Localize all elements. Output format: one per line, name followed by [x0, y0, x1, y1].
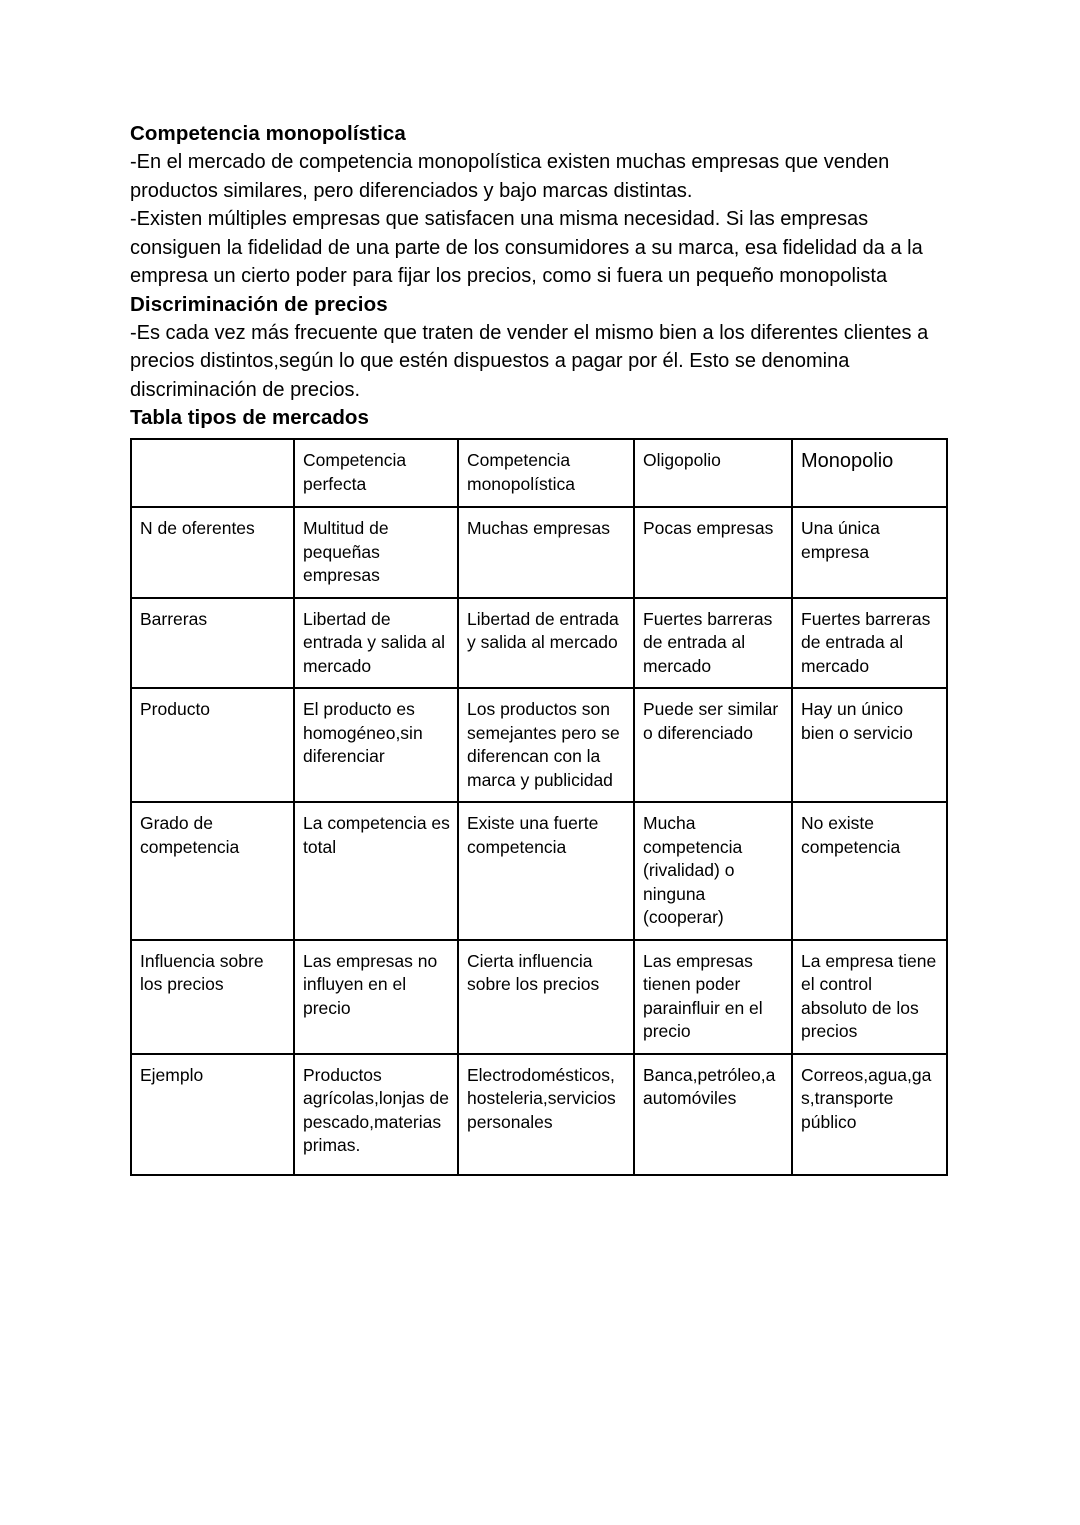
markets-table	[130, 438, 948, 1176]
cell-barreras-competencia-monopolistica: Libertad de entrada y salida al mercado	[458, 598, 634, 689]
paragraph-competencia-2: -Existen múltiples empresas que satisfacen una misma necesidad. Si las empresas consiguen la fidelidad de una parte de los consumidores a su marca, esa fidelidad da a la empresa un cierto poder para fijar los precios, como si fuera un pequeño monopolista	[130, 208, 923, 287]
cell-influencia-competencia-perfecta: Las empresas no influyen en el precio	[294, 940, 458, 1054]
table-row	[131, 940, 947, 1054]
table-header-corner	[131, 439, 294, 507]
document-content	[130, 120, 948, 1176]
row-label-producto: Producto	[131, 688, 294, 802]
table-row	[131, 802, 947, 940]
row-label-barreras: Barreras	[131, 598, 294, 689]
cell-n-de-oferentes-oligopolio: Pocas empresas	[634, 507, 792, 598]
cell-barreras-competencia-perfecta: Libertad de entrada y salida al mercado	[294, 598, 458, 689]
table-header-competencia-perfecta: Competencia perfecta	[294, 439, 458, 507]
table-header-oligopolio: Oligopolio	[634, 439, 792, 507]
cell-n-de-oferentes-competencia-perfecta: Multitud de pequeñas empresas	[294, 507, 458, 598]
paragraph-discriminacion-1: -Es cada vez más frecuente que traten de vender el mismo bien a los diferentes clientes a precios distintos,según lo que estén dispuestos a pagar por él. Esto se denomina discriminación de precios.	[130, 321, 929, 401]
cell-influencia-competencia-monopolistica: Cierta influencia sobre los precios	[458, 940, 634, 1054]
table-header-competencia-monopolistica: Competencia monopolística	[458, 439, 634, 507]
cell-producto-monopolio: Hay un único bien o servicio	[792, 688, 947, 802]
table-header-monopolio: Monopolio	[792, 439, 947, 507]
cell-ejemplo-competencia-monopolistica: Electrodomésticos, hosteleria,servicios personales	[458, 1054, 634, 1175]
cell-grado-de-competencia-competencia-perfecta: La competencia es total	[294, 802, 458, 940]
cell-grado-de-competencia-oligopolio: Mucha competencia (rivalidad) o ninguna (cooperar)	[634, 802, 792, 940]
table-row	[131, 598, 947, 689]
table-header-row	[131, 439, 947, 507]
cell-producto-competencia-perfecta: El producto es homogéneo,sin diferenciar	[294, 688, 458, 802]
cell-grado-de-competencia-monopolio: No existe competencia	[792, 802, 947, 940]
cell-ejemplo-monopolio: Correos,agua,gas,transporte público	[792, 1054, 947, 1175]
cell-producto-competencia-monopolistica: Los productos son semejantes pero se diferencan con la marca y publicidad	[458, 688, 634, 802]
heading-discriminacion-de-precios: Discriminación de precios	[130, 292, 388, 316]
row-label-grado-de-competencia: Grado de competencia	[131, 802, 294, 940]
cell-n-de-oferentes-competencia-monopolistica: Muchas empresas	[458, 507, 634, 598]
cell-grado-de-competencia-competencia-monopolistica: Existe una fuerte competencia	[458, 802, 634, 940]
cell-ejemplo-competencia-perfecta: Productos agrícolas,lonjas de pescado,materias primas.	[294, 1054, 458, 1175]
row-label-influencia-sobre-los-precios: Influencia sobre los precios	[131, 940, 294, 1054]
cell-influencia-oligopolio: Las empresas tienen poder parainfluir en el precio	[634, 940, 792, 1054]
cell-influencia-monopolio: La empresa tiene el control absoluto de los precios	[792, 940, 947, 1054]
table-row	[131, 507, 947, 598]
cell-n-de-oferentes-monopolio: Una única empresa	[792, 507, 947, 598]
table-row	[131, 688, 947, 802]
table-row	[131, 1054, 947, 1175]
paragraph-competencia-1: -En el mercado de competencia monopolística existen muchas empresas que venden productos similares, pero diferenciados y bajo marcas distintas.	[130, 151, 890, 202]
row-label-n-de-oferentes: N de oferentes	[131, 507, 294, 598]
row-label-ejemplo: Ejemplo	[131, 1054, 294, 1175]
cell-barreras-oligopolio: Fuertes barreras de entrada al mercado	[634, 598, 792, 689]
cell-ejemplo-oligopolio: Banca,petróleo,a automóviles	[634, 1054, 792, 1175]
heading-competencia-monopolistica: Competencia monopolística	[130, 122, 406, 145]
cell-producto-oligopolio: Puede ser similar o diferenciado	[634, 688, 792, 802]
cell-barreras-monopolio: Fuertes barreras de entrada al mercado	[792, 598, 947, 689]
heading-tabla-tipos-de-mercados: Tabla tipos de mercados	[130, 406, 369, 429]
